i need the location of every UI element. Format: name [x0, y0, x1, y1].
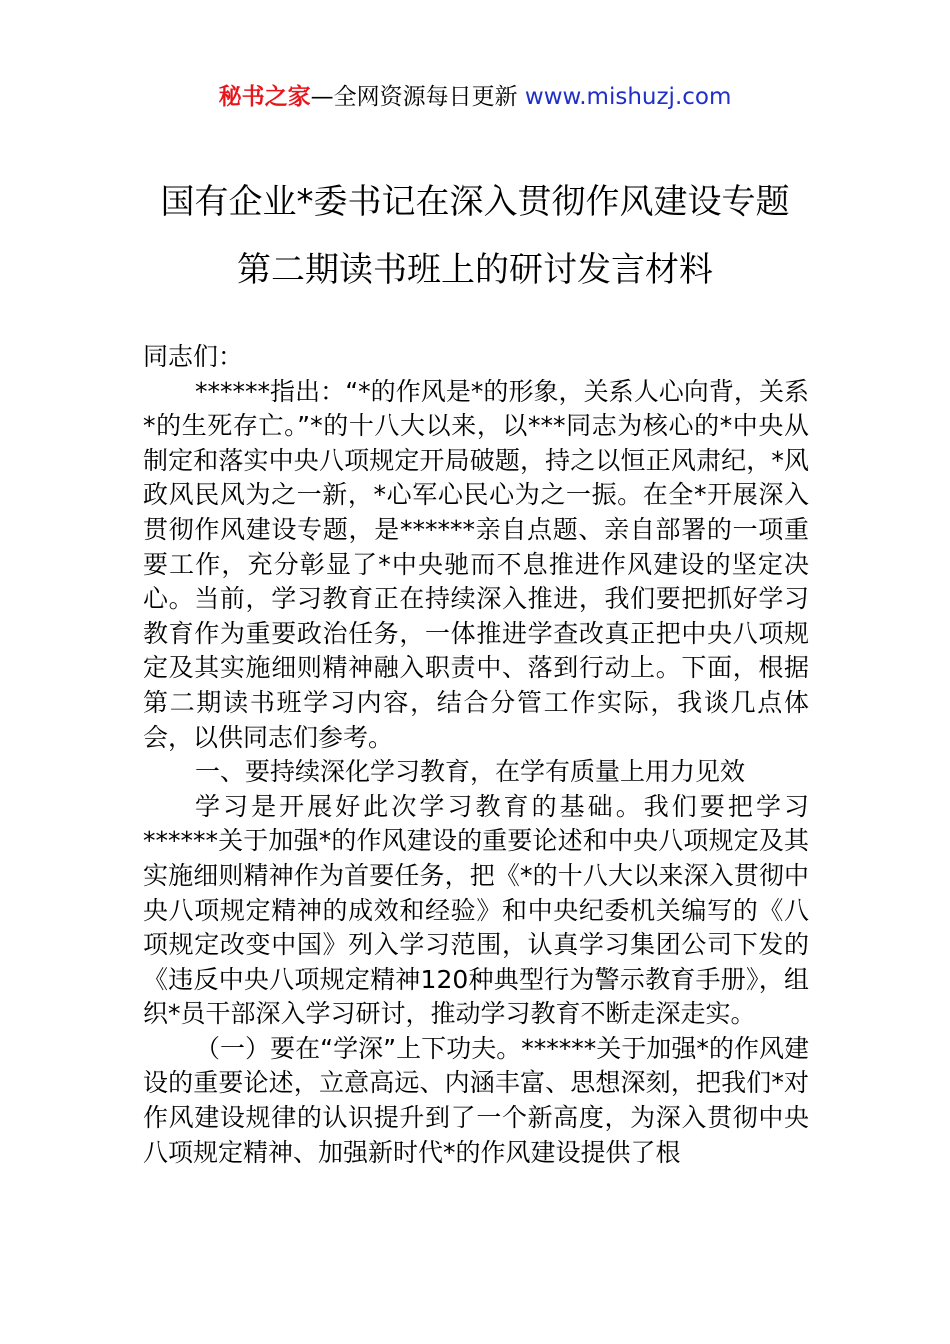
site-brand[interactable]: 秘书之家: [218, 84, 311, 110]
site-url-link[interactable]: www.mishuzj.com: [524, 84, 732, 110]
document-title-line2: 第二期读书班上的研讨发言材料: [237, 250, 713, 290]
salutation: 同志们：: [143, 342, 244, 371]
section-heading-1: 一、要持续深化学习教育，在学有质量上用力见效: [195, 757, 746, 787]
body-paragraph-study: 学习是开展好此次学习教育的基础。我们要把学习******关于加强*的作风建设的重要论述和中央八项规定及其实施细则精神作为首要任务，把《*的十八大以来深入贯彻中央八项规定精神的成效和经验》和中央纪委机关编写的《八项规定改变中国》列入学习范围，认真学习集团公司下发的《违反中央八项规定精神120种典型行为警示教育手册》，组织*员干部深入学习研讨，推动学习教育不断走深走实。: [143, 791, 809, 1029]
site-header: [0, 80, 950, 114]
document-title-line1: 国有企业*委书记在深入贯彻作风建设专题: [160, 182, 790, 222]
body-paragraph-intro: ******指出：“*的作风是*的形象，关系人心向背，关系*的生死存亡。”*的十八大以来，以***同志为核心的*中央从制定和落实中央八项规定开局破题，持之以恒正风肃纪，*风政风民风为之一新，*心军心民心为之一振。在全*开展深入贯彻作风建设专题，是******亲自点题、亲自部署的一项重要工作，充分彰显了*中央驰而不息推进作风建设的坚定决心。当前，学习教育正在持续深入推进，我们要把抓好学习教育作为重要政治任务，一体推进学查改真正把中央八项规定及其实施细则精神融入职责中、落到行动上。下面，根据第二期读书班学习内容，结合分管工作实际，我谈几点体会，以供同志们参考。: [143, 376, 809, 752]
subsection-paragraph-1: （一）要在“学深”上下功夫。******关于加强*的作风建设的重要论述，立意高远、内涵丰富、思想深刻，把我们*对作风建设规律的认识提升到了一个新高度，为深入贯彻中央八项规定精神、加强新时代*的作风建设提供了根: [143, 1033, 809, 1167]
document-body: [143, 340, 809, 1170]
site-slogan: —全网资源每日更新: [310, 84, 518, 110]
